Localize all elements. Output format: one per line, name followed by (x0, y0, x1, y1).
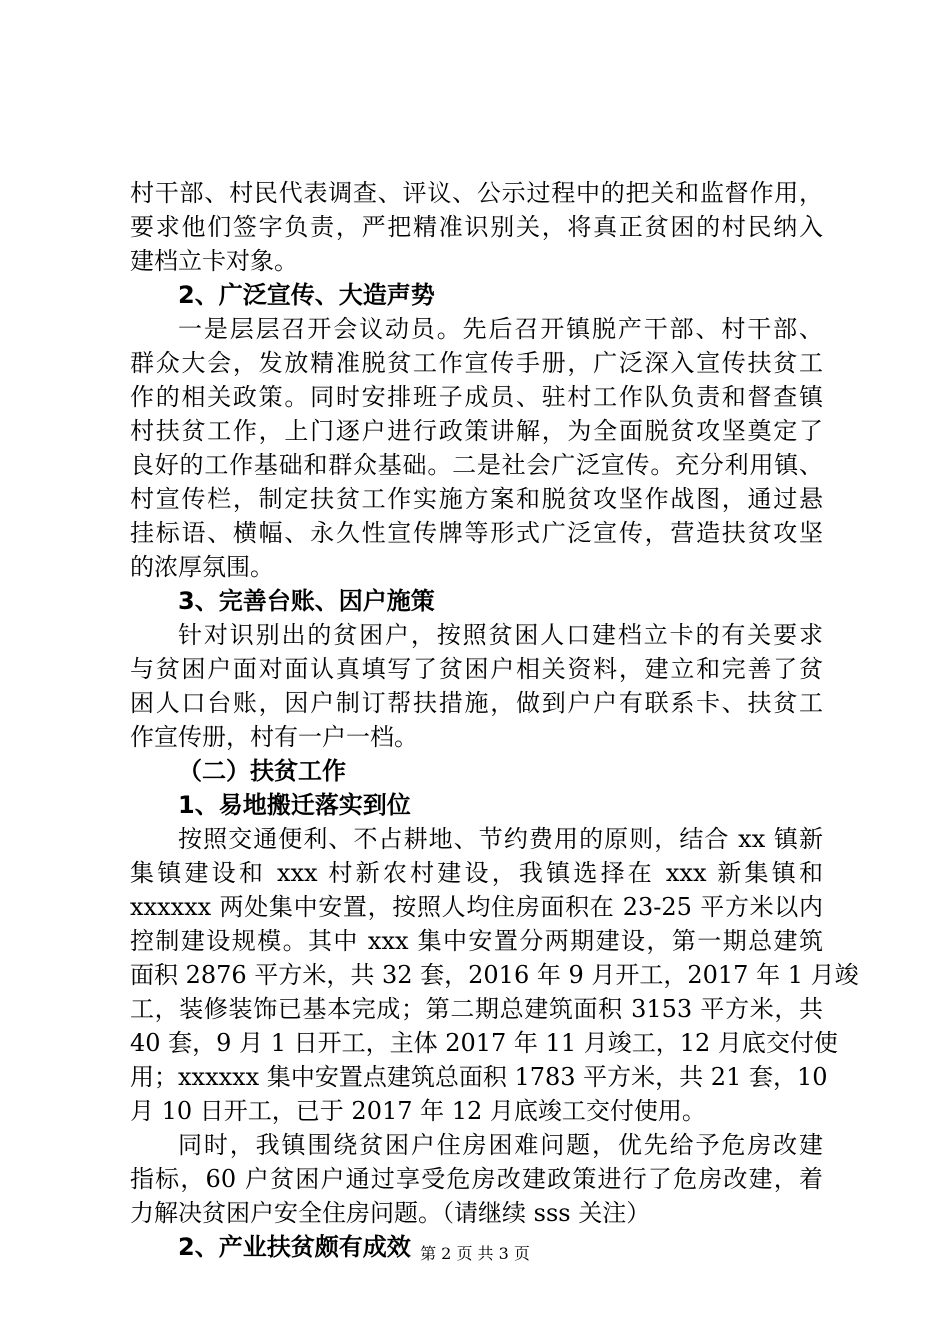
paragraph-first-line: 一是层层召开会议动员。先后召开镇脱产干部、村干部、 (178, 315, 823, 343)
section-heading: 1、易地搬迁落实到位 (178, 791, 411, 819)
paragraph-line: 作的相关政策。同时安排班子成员、驻村工作队负责和督查镇 (130, 383, 823, 411)
page-footer: 第 2 页 共 3 页 (420, 1244, 530, 1263)
section-heading: 3、完善台账、因户施策 (178, 587, 435, 615)
paragraph-line: 村宣传栏，制定扶贫工作实施方案和脱贫攻坚作战图，通过悬 (130, 485, 823, 513)
paragraph-line: 作宣传册，村有一户一档。 (130, 723, 418, 751)
paragraph-line: 与贫困户面对面认真填写了贫困户相关资料，建立和完善了贫 (130, 655, 823, 683)
paragraph-line: 村干部、村民代表调查、评议、公示过程中的把关和监督作用， (130, 179, 823, 207)
paragraph-line: 良好的工作基础和群众基础。二是社会广泛宣传。充分利用镇、 (130, 451, 823, 479)
paragraph-line: 困人口台账，因户制订帮扶措施，做到户户有联系卡、扶贫工 (130, 689, 823, 717)
paragraph-first-line: 针对识别出的贫困户，按照贫困人口建档立卡的有关要求 (178, 621, 823, 649)
section-heading: 2、产业扶贫颇有成效 (178, 1233, 411, 1261)
paragraph-line: 控制建设规模。其中 xxx 集中安置分两期建设，第一期总建筑 (130, 927, 823, 955)
paragraph-line: xxxxxx 两处集中安置，按照人均住房面积在 23-25 平方米以内 (130, 893, 823, 921)
body-text (130, 176, 859, 1264)
section-heading: 2、广泛宣传、大造声势 (178, 281, 435, 309)
paragraph-line: 挂标语、横幅、永久性宣传牌等形式广泛宣传，营造扶贫攻坚 (130, 519, 823, 547)
paragraph-first-line: 按照交通便利、不占耕地、节约费用的原则，结合 xx 镇新 (178, 825, 823, 853)
paragraph-line: 用；xxxxxx 集中安置点建筑总面积 1783 平方米，共 21 套，10 (130, 1063, 828, 1091)
paragraph-line: 面积 2876 平方米，共 32 套，2016 年 9 月开工，2017 年 1 月竣 (130, 961, 859, 989)
paragraph-line: 建档立卡对象。 (130, 247, 298, 275)
paragraph-line: 工，装修装饰已基本完成；第二期总建筑面积 3153 平方米，共 (130, 995, 823, 1023)
paragraph-line: 要求他们签字负责，严把精准识别关，将真正贫困的村民纳入 (130, 213, 823, 241)
paragraph-line: 集镇建设和 xxx 村新农村建设，我镇选择在 xxx 新集镇和 (130, 859, 823, 887)
paragraph-first-line: 同时，我镇围绕贫困户住房困难问题，优先给予危房改建 (178, 1131, 823, 1159)
paragraph-line: 指标，60 户贫困户通过享受危房改建政策进行了危房改建，着 (130, 1165, 823, 1193)
paragraph-line: 的浓厚氛围。 (130, 553, 274, 581)
paragraph-line: 群众大会，发放精准脱贫工作宣传手册，广泛深入宣传扶贫工 (130, 349, 823, 377)
paragraph-line: 村扶贫工作，上门逐户进行政策讲解，为全面脱贫攻坚奠定了 (130, 417, 823, 445)
paragraph-line: 40 套，9 月 1 日开工，主体 2017 年 11 月竣工，12 月底交付使 (130, 1029, 838, 1057)
section-heading: （二）扶贫工作 (178, 757, 346, 785)
paragraph-line: 月 10 日开工，已于 2017 年 12 月底竣工交付使用。 (130, 1097, 706, 1125)
paragraph-line: 力解决贫困户安全住房问题。（请继续 sss 关注） (130, 1199, 651, 1227)
